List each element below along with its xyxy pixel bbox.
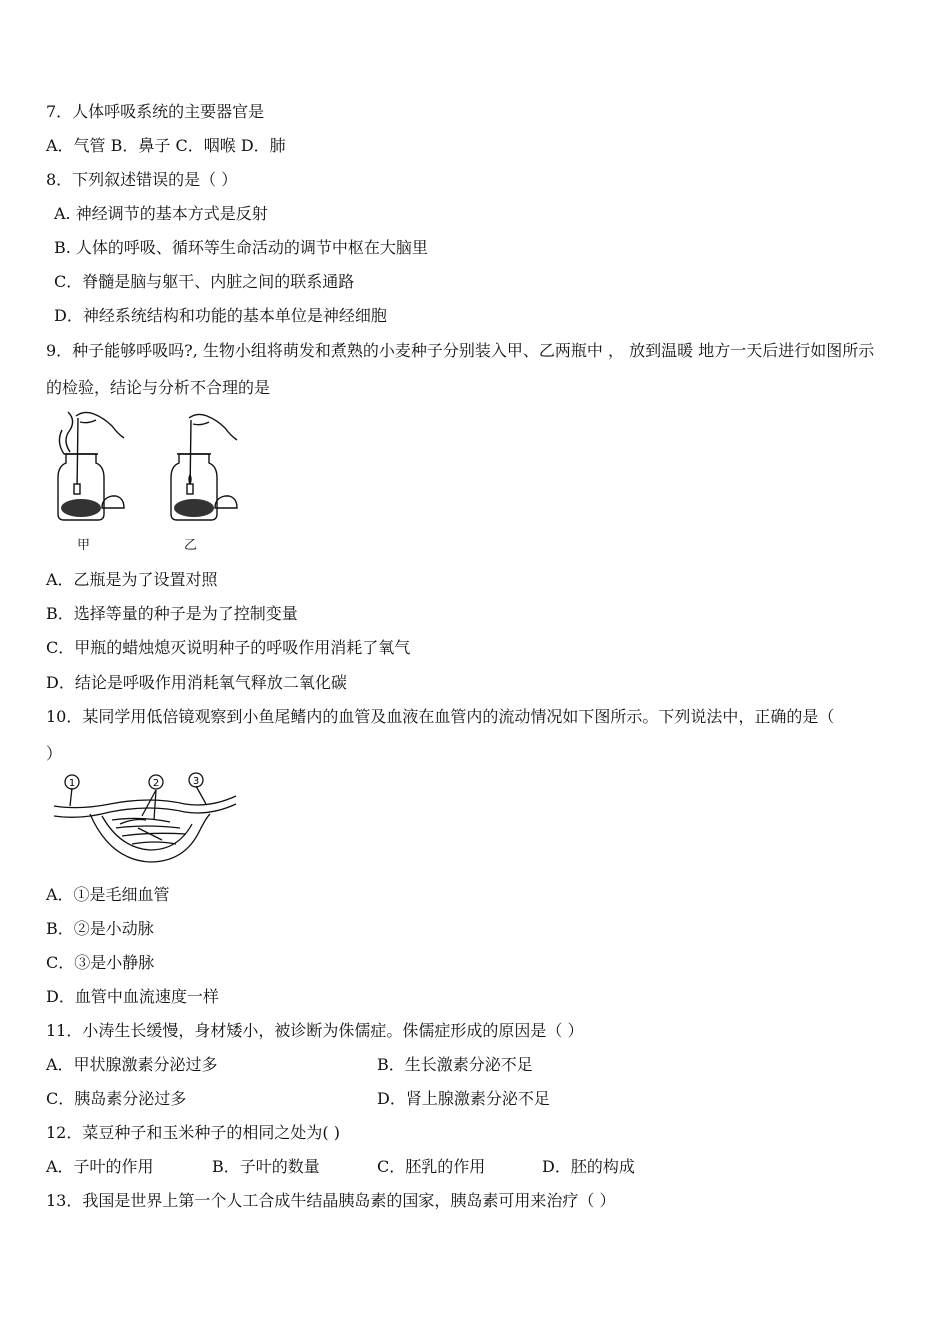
q11-option-c: C．胰岛素分泌过多: [46, 1089, 187, 1108]
q10-option-c: C．③是小静脉: [46, 953, 155, 972]
q10-option-a: A．①是毛细血管: [46, 885, 170, 904]
label-3: 3: [192, 776, 200, 787]
q11-option-b: B．生长激素分泌不足: [377, 1055, 533, 1074]
bottle-yi: [171, 414, 237, 520]
label-2: 2: [152, 778, 160, 789]
figure-label-jia: 甲: [77, 538, 91, 553]
q9-option-a: A．乙瓶是为了设置对照: [46, 570, 218, 589]
q8-option-a: A. 神经调节的基本方式是反射: [54, 204, 268, 223]
q10-stem-line1: 10．某同学用低倍镜观察到小鱼尾鳍内的血管及血液在血管内的流动情况如下图所示。下列说法中，正确的是（: [46, 707, 835, 726]
q10-option-b: B．②是小动脉: [46, 919, 154, 938]
q12-option-a: A．子叶的作用: [46, 1157, 154, 1176]
q10-stem-line2: ）: [46, 744, 63, 763]
q11-option-d: D．肾上腺激素分泌不足: [377, 1089, 550, 1108]
q10-option-d: D．血管中血流速度一样: [46, 987, 219, 1006]
q12-stem: 12．菜豆种子和玉米种子的相同之处为( ): [46, 1123, 340, 1142]
q12-option-b: B．子叶的数量: [212, 1157, 320, 1176]
q11-stem: 11．小涛生长缓慢，身材矮小，被诊断为侏儒症。侏儒症形成的原因是（ ）: [46, 1021, 584, 1040]
q8-option-c: C．脊髓是脑与躯干、内脏之间的联系通路: [54, 272, 355, 291]
q9-option-b: B．选择等量的种子是为了控制变量: [46, 604, 298, 623]
figure-label-yi: 乙: [184, 538, 198, 553]
q9-option-c: C．甲瓶的蜡烛熄灭说明种子的呼吸作用消耗了氧气: [46, 638, 411, 657]
bottle-jia: [58, 412, 124, 520]
q7-options: A．气管 B．鼻子 C．咽喉 D．肺: [46, 136, 286, 155]
label-1: 1: [68, 778, 76, 789]
q12-option-d: D．胚的构成: [542, 1157, 635, 1176]
q13-stem: 13．我国是世界上第一个人工合成牛结晶胰岛素的国家，胰岛素可用来治疗（ ）: [46, 1191, 616, 1210]
q12-option-c: C．胚乳的作用: [377, 1157, 486, 1176]
q9-option-d: D．结论是呼吸作用消耗氧气释放二氧化碳: [46, 673, 347, 692]
q8-option-b: B. 人体的呼吸、循环等生命活动的调节中枢在大脑里: [54, 238, 428, 257]
q9-stem-line2: 的检验，结论与分析不合理的是: [46, 378, 271, 397]
q9-stem-line1: 9．种子能够呼吸吗?, 生物小组将萌发和煮熟的小麦种子分别装入甲、乙两瓶中 ， 放到温暖 地方一天后进行如图所示: [46, 341, 875, 360]
seed-respiration-figure: [48, 408, 248, 528]
q8-option-d: D．神经系统结构和功能的基本单位是神经细胞: [54, 306, 387, 325]
blood-vessel-figure: [50, 770, 240, 870]
q11-option-a: A．甲状腺激素分泌过多: [46, 1055, 218, 1074]
q8-stem: 8．下列叙述错误的是（ ）: [46, 170, 238, 189]
q7-stem: 7．人体呼吸系统的主要器官是: [46, 102, 265, 121]
